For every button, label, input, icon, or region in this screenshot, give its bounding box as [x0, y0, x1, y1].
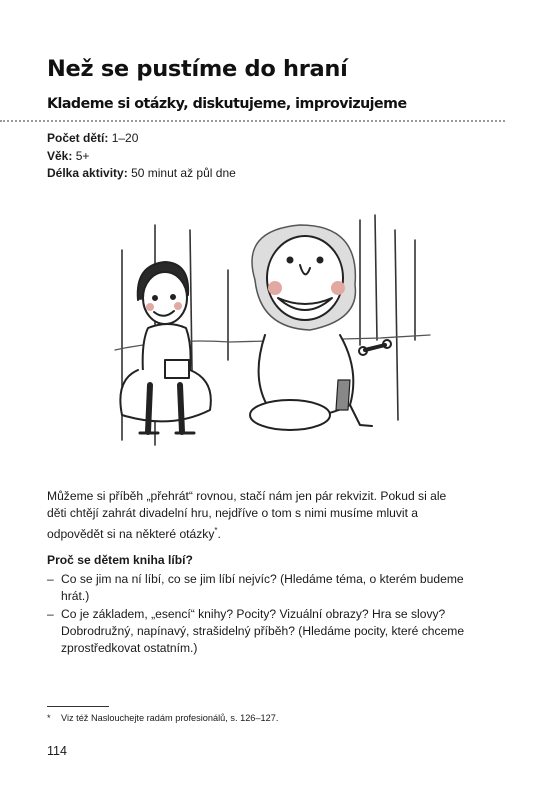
meta-duration [47, 165, 236, 183]
question-heading: Proč se dětem kniha líbí? [47, 553, 193, 568]
meta-label: Délka aktivity: [47, 166, 128, 180]
list-item: – Co je základem, „esencí“ knihy? Pocity? Vizuální obrazy? Hra se slovy? Dobrodružný, napínavý, strašidelný příběh? (Hledáme pocity, které chceme zprostředkovat ostatním.) [47, 607, 465, 656]
meta-age [47, 148, 236, 166]
lion-figure [250, 225, 391, 430]
footnote: * Viz též Naslouchejte radám profesionálů, s. 126–127. [47, 713, 279, 723]
boy-and-lion-illustration [110, 210, 440, 450]
page-title: Než se pustíme do hraní [47, 56, 348, 82]
dotted-divider [0, 120, 505, 122]
meta-label: Počet dětí: [47, 131, 109, 145]
meta-value: 50 minut až půl dne [131, 166, 236, 180]
footnote-rule [47, 706, 109, 707]
list-item: – Co se jim na ní líbí, co se jim líbí nejvíc? (Hledáme téma, o kterém budeme hrát.) [47, 572, 464, 604]
meta-label: Věk: [47, 148, 73, 163]
footnote-ref: * [214, 526, 218, 535]
meta-value: 1–20 [111, 131, 139, 145]
page-number: 114 [47, 744, 67, 758]
page-subtitle: Klademe si otázky, diskutujeme, improvizujeme [47, 96, 407, 112]
question-list [47, 571, 467, 657]
boy-figure [120, 262, 210, 433]
main-text [47, 488, 467, 658]
intro-paragraph: Můžeme si příběh „přehrát“ rovnou, stačí nám jen pár rekvizit. Pokud si ale děti chtějí zahrát divadelní hru, nejdříve o tom s nimi musíme mluvit a odpovědět si na některé otázky*. [47, 489, 447, 542]
activity-meta [47, 130, 236, 183]
meta-value: 5+ [75, 148, 90, 163]
meta-children-count [47, 130, 236, 148]
